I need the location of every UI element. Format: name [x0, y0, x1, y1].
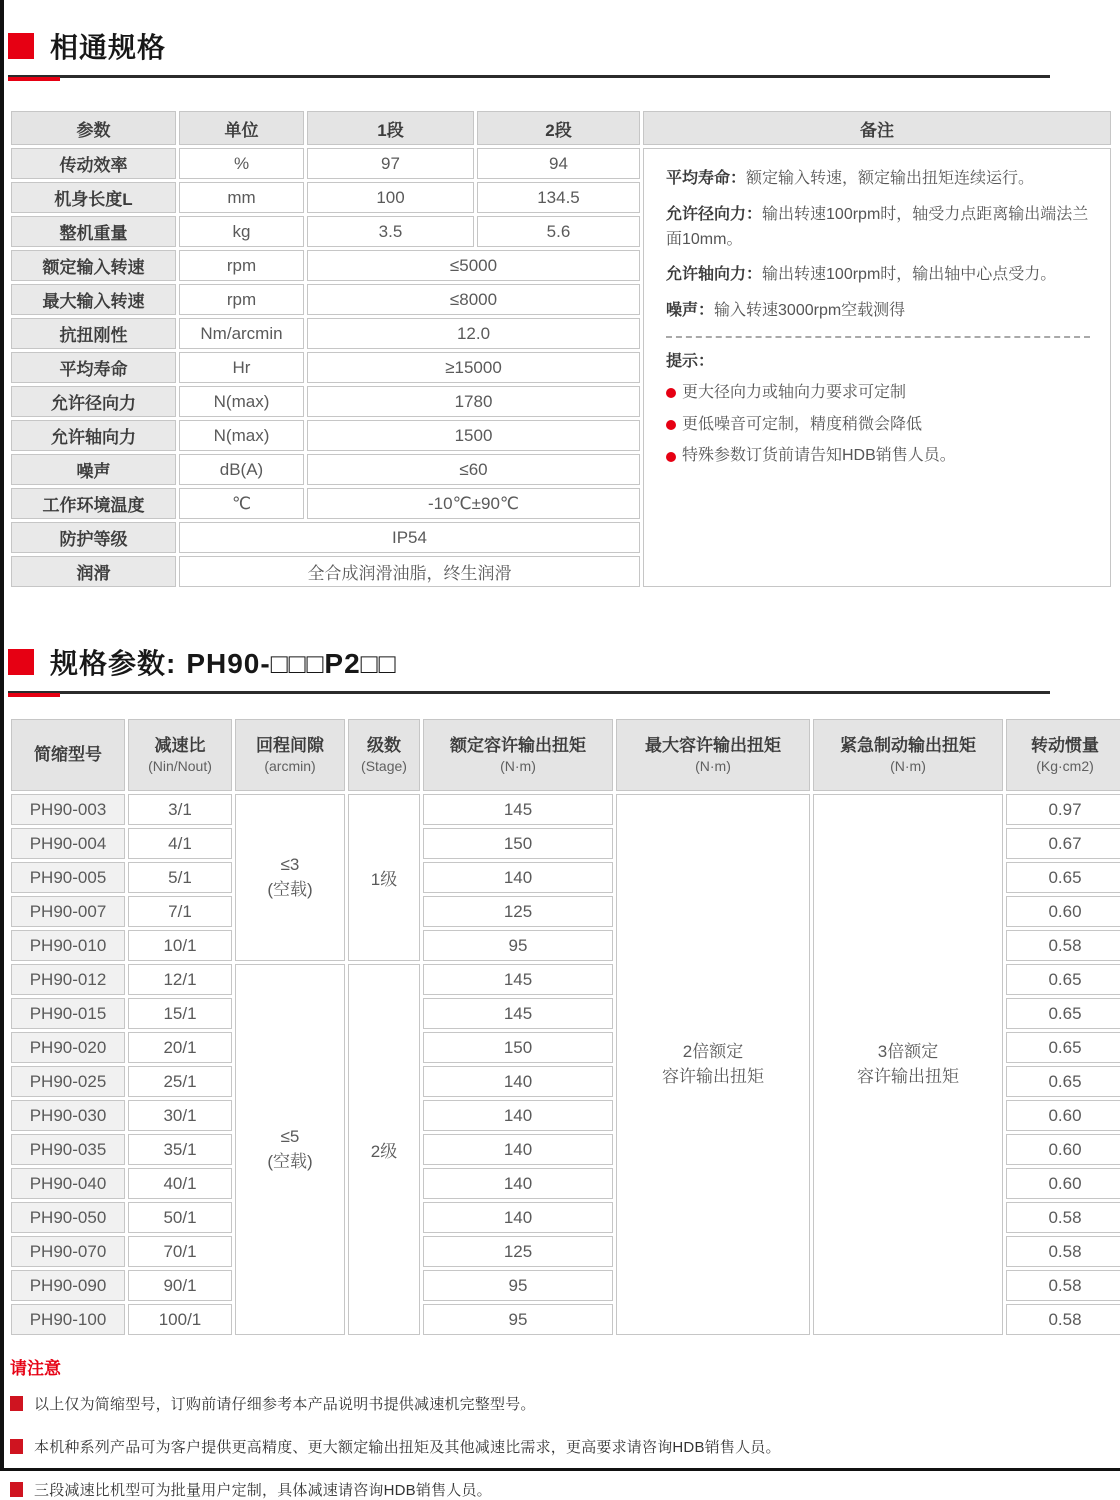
- table-row: [11, 794, 1120, 825]
- max-torque-merged-cell: 2倍额定 容许输出扭矩: [616, 794, 810, 1335]
- col-max-torque: 最大容许输出扭矩 (N·m): [616, 719, 810, 791]
- param-cell: 工作环境温度: [11, 488, 176, 519]
- notice-item: 本机种系列产品可为客户提供更高精度、更大额定输出扭矩及其他减速比需求，更高要求请咨询HDB销售人员。: [10, 1436, 1112, 1457]
- col-stage2: 2段: [477, 111, 640, 145]
- ratio-cell: 5/1: [128, 862, 232, 893]
- value-cell: 全合成润滑油脂，终生润滑: [179, 556, 640, 587]
- model-cell: PH90-050: [11, 1202, 125, 1233]
- model-cell: PH90-020: [11, 1032, 125, 1063]
- param-cell: 最大输入转速: [11, 284, 176, 315]
- tip-item: 更低噪音可定制，精度稍微会降低: [666, 413, 1090, 438]
- section2-title: [8, 642, 1050, 694]
- section1-title: [8, 26, 1050, 78]
- model-cell: PH90-005: [11, 862, 125, 893]
- inertia-cell: 0.97: [1006, 794, 1120, 825]
- col-rated-torque: 额定容许输出扭矩 (N·m): [423, 719, 613, 791]
- remark-noise: 噪声：输入转速3000rpm空载测得: [666, 302, 906, 320]
- model-cell: PH90-100: [11, 1304, 125, 1335]
- torque-cell: 150: [423, 828, 613, 859]
- remark-life: 平均寿命：额定输入转速，额定输出扭矩连续运行。: [666, 170, 1035, 187]
- brake-torque-merged-cell: 3倍额定 容许输出扭矩: [813, 794, 1003, 1335]
- model-cell: PH90-070: [11, 1236, 125, 1267]
- inertia-cell: 0.58: [1006, 1270, 1120, 1301]
- param-cell: 允许径向力: [11, 386, 176, 417]
- unit-cell: mm: [179, 182, 304, 213]
- value-cell: 100: [307, 182, 474, 213]
- tip-item: 特殊参数订货前请告知HDB销售人员。: [666, 444, 1090, 469]
- value-cell: ≥15000: [307, 352, 640, 383]
- section1-title-text: 相通规格: [50, 32, 167, 63]
- torque-cell: 145: [423, 998, 613, 1029]
- col-unit: 单位: [179, 111, 304, 145]
- model-cell: PH90-004: [11, 828, 125, 859]
- torque-cell: 140: [423, 1168, 613, 1199]
- remarks-cell: [643, 148, 1111, 587]
- ratio-cell: 40/1: [128, 1168, 232, 1199]
- remark-radial: 允许径向力：输出转速100rpm时，轴受力点距离输出端法兰面10mm。: [666, 205, 1089, 248]
- model-cell: PH90-090: [11, 1270, 125, 1301]
- value-cell: ≤5000: [307, 250, 640, 281]
- red-square-icon: [10, 1439, 23, 1454]
- model-cell: PH90-012: [11, 964, 125, 995]
- param-cell: 噪声: [11, 454, 176, 485]
- value-cell: IP54: [179, 522, 640, 553]
- torque-cell: 140: [423, 1066, 613, 1097]
- torque-cell: 125: [423, 896, 613, 927]
- red-dot-icon: [666, 452, 676, 462]
- table-row: [11, 148, 1111, 179]
- model-cell: PH90-030: [11, 1100, 125, 1131]
- inertia-cell: 0.65: [1006, 1066, 1120, 1097]
- param-cell: 额定输入转速: [11, 250, 176, 281]
- model-code: PH90-□□□P2□□: [186, 648, 397, 679]
- backlash-merged-cell: ≤5 (空载): [235, 964, 345, 1335]
- red-square-bullet-icon: [8, 649, 34, 675]
- backlash-merged-cell: ≤3 (空载): [235, 794, 345, 961]
- col-brake-torque: 紧急制动输出扭矩 (N·m): [813, 719, 1003, 791]
- unit-cell: kg: [179, 216, 304, 247]
- col-stage: 级数 (Stage): [348, 719, 420, 791]
- inertia-cell: 0.60: [1006, 1100, 1120, 1131]
- torque-cell: 145: [423, 964, 613, 995]
- unit-cell: ℃: [179, 488, 304, 519]
- model-cell: PH90-007: [11, 896, 125, 927]
- ratio-cell: 100/1: [128, 1304, 232, 1335]
- ratio-cell: 7/1: [128, 896, 232, 927]
- torque-cell: 150: [423, 1032, 613, 1063]
- inertia-cell: 0.67: [1006, 828, 1120, 859]
- torque-cell: 140: [423, 1134, 613, 1165]
- inertia-cell: 0.58: [1006, 1202, 1120, 1233]
- param-cell: 整机重量: [11, 216, 176, 247]
- inertia-cell: 0.58: [1006, 1236, 1120, 1267]
- col-model: 简缩型号: [11, 719, 125, 791]
- ratio-cell: 10/1: [128, 930, 232, 961]
- stage-merged-cell: 1级: [348, 794, 420, 961]
- dashed-divider: [666, 336, 1090, 338]
- ratio-cell: 4/1: [128, 828, 232, 859]
- value-cell: ≤60: [307, 454, 640, 485]
- red-dot-icon: [666, 420, 676, 430]
- col-stage1: 1段: [307, 111, 474, 145]
- notice-item: 三段减速比机型可为批量用户定制，具体减速请咨询HDB销售人员。: [10, 1479, 1112, 1500]
- param-cell: 允许轴向力: [11, 420, 176, 451]
- ratio-cell: 30/1: [128, 1100, 232, 1131]
- torque-cell: 140: [423, 1202, 613, 1233]
- value-cell: 5.6: [477, 216, 640, 247]
- torque-cell: 145: [423, 794, 613, 825]
- value-cell: 12.0: [307, 318, 640, 349]
- unit-cell: dB(A): [179, 454, 304, 485]
- common-spec-table: [8, 108, 1114, 590]
- remark-axial: 允许轴向力：输出转速100rpm时，输出轴中心点受力。: [666, 266, 1057, 284]
- tip-item: 更大径向力或轴向力要求可定制: [666, 381, 1090, 406]
- torque-cell: 140: [423, 862, 613, 893]
- model-cell: PH90-040: [11, 1168, 125, 1199]
- inertia-cell: 0.60: [1006, 1134, 1120, 1165]
- col-param: 参数: [11, 111, 176, 145]
- value-cell: 134.5: [477, 182, 640, 213]
- stage-merged-cell: 2级: [348, 964, 420, 1335]
- red-dot-icon: [666, 388, 676, 398]
- inertia-cell: 0.58: [1006, 930, 1120, 961]
- col-inertia: 转动惯量 (Kg·cm2): [1006, 719, 1120, 791]
- ratio-cell: 35/1: [128, 1134, 232, 1165]
- red-square-bullet-icon: [8, 33, 34, 59]
- ratio-cell: 25/1: [128, 1066, 232, 1097]
- value-cell: 97: [307, 148, 474, 179]
- ratio-cell: 20/1: [128, 1032, 232, 1063]
- torque-cell: 95: [423, 930, 613, 961]
- inertia-cell: 0.65: [1006, 862, 1120, 893]
- value-cell: ≤8000: [307, 284, 640, 315]
- param-cell: 机身长度L: [11, 182, 176, 213]
- inertia-cell: 0.65: [1006, 1032, 1120, 1063]
- value-cell: -10℃±90℃: [307, 488, 640, 519]
- torque-cell: 95: [423, 1270, 613, 1301]
- unit-cell: N(max): [179, 386, 304, 417]
- col-backlash: 回程间隙 (arcmin): [235, 719, 345, 791]
- param-cell: 抗扭刚性: [11, 318, 176, 349]
- torque-cell: 125: [423, 1236, 613, 1267]
- notice-title: 请注意: [10, 1359, 61, 1378]
- param-cell: 平均寿命: [11, 352, 176, 383]
- value-cell: 1780: [307, 386, 640, 417]
- ratio-cell: 90/1: [128, 1270, 232, 1301]
- table-header-row: [11, 111, 1111, 145]
- model-cell: PH90-003: [11, 794, 125, 825]
- table-header-row: [11, 719, 1120, 791]
- inertia-cell: 0.58: [1006, 1304, 1120, 1335]
- unit-cell: Hr: [179, 352, 304, 383]
- notice-section: [8, 1354, 1112, 1500]
- inertia-cell: 0.60: [1006, 1168, 1120, 1199]
- ratio-cell: 3/1: [128, 794, 232, 825]
- value-cell: 3.5: [307, 216, 474, 247]
- torque-cell: 140: [423, 1100, 613, 1131]
- spec-params-table: [8, 716, 1120, 1338]
- inertia-cell: 0.65: [1006, 964, 1120, 995]
- value-cell: 94: [477, 148, 640, 179]
- unit-cell: rpm: [179, 284, 304, 315]
- param-cell: 润滑: [11, 556, 176, 587]
- torque-cell: 95: [423, 1304, 613, 1335]
- ratio-cell: 15/1: [128, 998, 232, 1029]
- col-remarks: 备注: [643, 111, 1111, 145]
- ratio-cell: 70/1: [128, 1236, 232, 1267]
- red-square-icon: [10, 1396, 23, 1411]
- model-cell: PH90-015: [11, 998, 125, 1029]
- notice-item: 以上仅为简缩型号，订购前请仔细参考本产品说明书提供减速机完整型号。: [10, 1393, 1112, 1414]
- tips-label: 提示：: [666, 352, 715, 370]
- inertia-cell: 0.60: [1006, 896, 1120, 927]
- unit-cell: Nm/arcmin: [179, 318, 304, 349]
- ratio-cell: 50/1: [128, 1202, 232, 1233]
- inertia-cell: 0.65: [1006, 998, 1120, 1029]
- model-cell: PH90-010: [11, 930, 125, 961]
- red-square-icon: [10, 1482, 23, 1497]
- ratio-cell: 12/1: [128, 964, 232, 995]
- value-cell: 1500: [307, 420, 640, 451]
- model-cell: PH90-035: [11, 1134, 125, 1165]
- unit-cell: N(max): [179, 420, 304, 451]
- param-cell: 传动效率: [11, 148, 176, 179]
- model-cell: PH90-025: [11, 1066, 125, 1097]
- param-cell: 防护等级: [11, 522, 176, 553]
- section2-title-text: 规格参数: PH90-□□□P2□□: [50, 648, 397, 679]
- col-ratio: 减速比 (Nin/Nout): [128, 719, 232, 791]
- unit-cell: rpm: [179, 250, 304, 281]
- unit-cell: %: [179, 148, 304, 179]
